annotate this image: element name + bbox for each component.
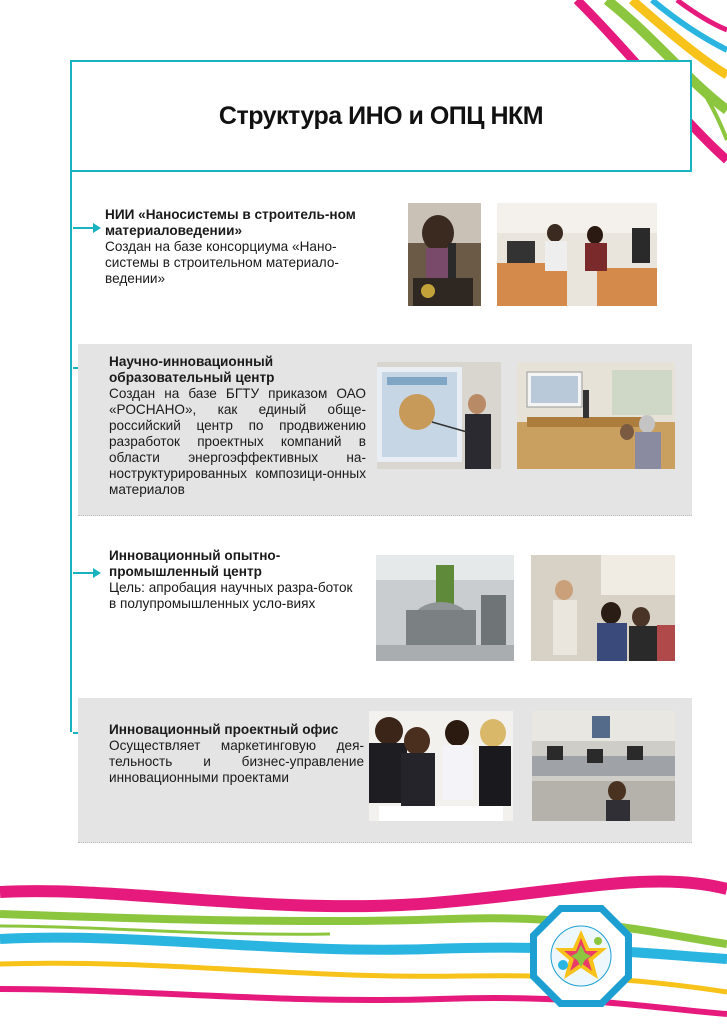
photo-computer-lab — [497, 203, 657, 306]
photo-classroom — [517, 362, 675, 469]
photo-industrial-equipment — [376, 555, 514, 661]
photo-workshop-people — [531, 555, 675, 661]
section-description: Осуществляет маркетинговую дея-тельность и бизнес-управление инновационными проектами — [109, 738, 364, 785]
section-nioc — [78, 344, 692, 516]
page-title: Структура ИНО и ОПЦ НКМ — [218, 101, 544, 130]
section-heading: НИИ «Наносистемы в строитель-ном материаловедении» — [105, 207, 356, 238]
section-heading: Инновационный опытно-промышленный центр — [109, 548, 281, 579]
photo-business-meeting — [369, 711, 513, 821]
section-text — [109, 548, 359, 612]
section-description: Создан на базе БГТУ приказом ОАО «РОСНАНО», как единый обще-российский центр по продвижению разработок проектных компаний в области энергоэффективных на-ноструктурированных композици-онных материалов — [109, 386, 366, 497]
photo-presentation — [377, 362, 501, 469]
section-text — [109, 354, 366, 498]
photo-open-office — [532, 711, 675, 821]
section-description: Создан на базе консорциума «Нано-системы в строительном материало-ведении» — [105, 239, 339, 286]
title-box — [70, 60, 692, 172]
section-description: Цель: апробация научных разра-боток в полупромышленных усло-виях — [109, 580, 353, 611]
section-heading: Инновационный проектный офис — [109, 722, 339, 737]
timeline-line — [70, 172, 72, 732]
bgtu-nanosystems-logo — [528, 903, 634, 1009]
section-iopc — [78, 540, 692, 670]
section-heading: Научно-инновационный образовательный центр — [109, 354, 275, 385]
section-text — [109, 722, 364, 786]
section-nii — [78, 195, 692, 313]
section-text — [105, 207, 370, 287]
section-project-office — [78, 698, 692, 843]
photo-lab-microscope — [408, 203, 481, 306]
